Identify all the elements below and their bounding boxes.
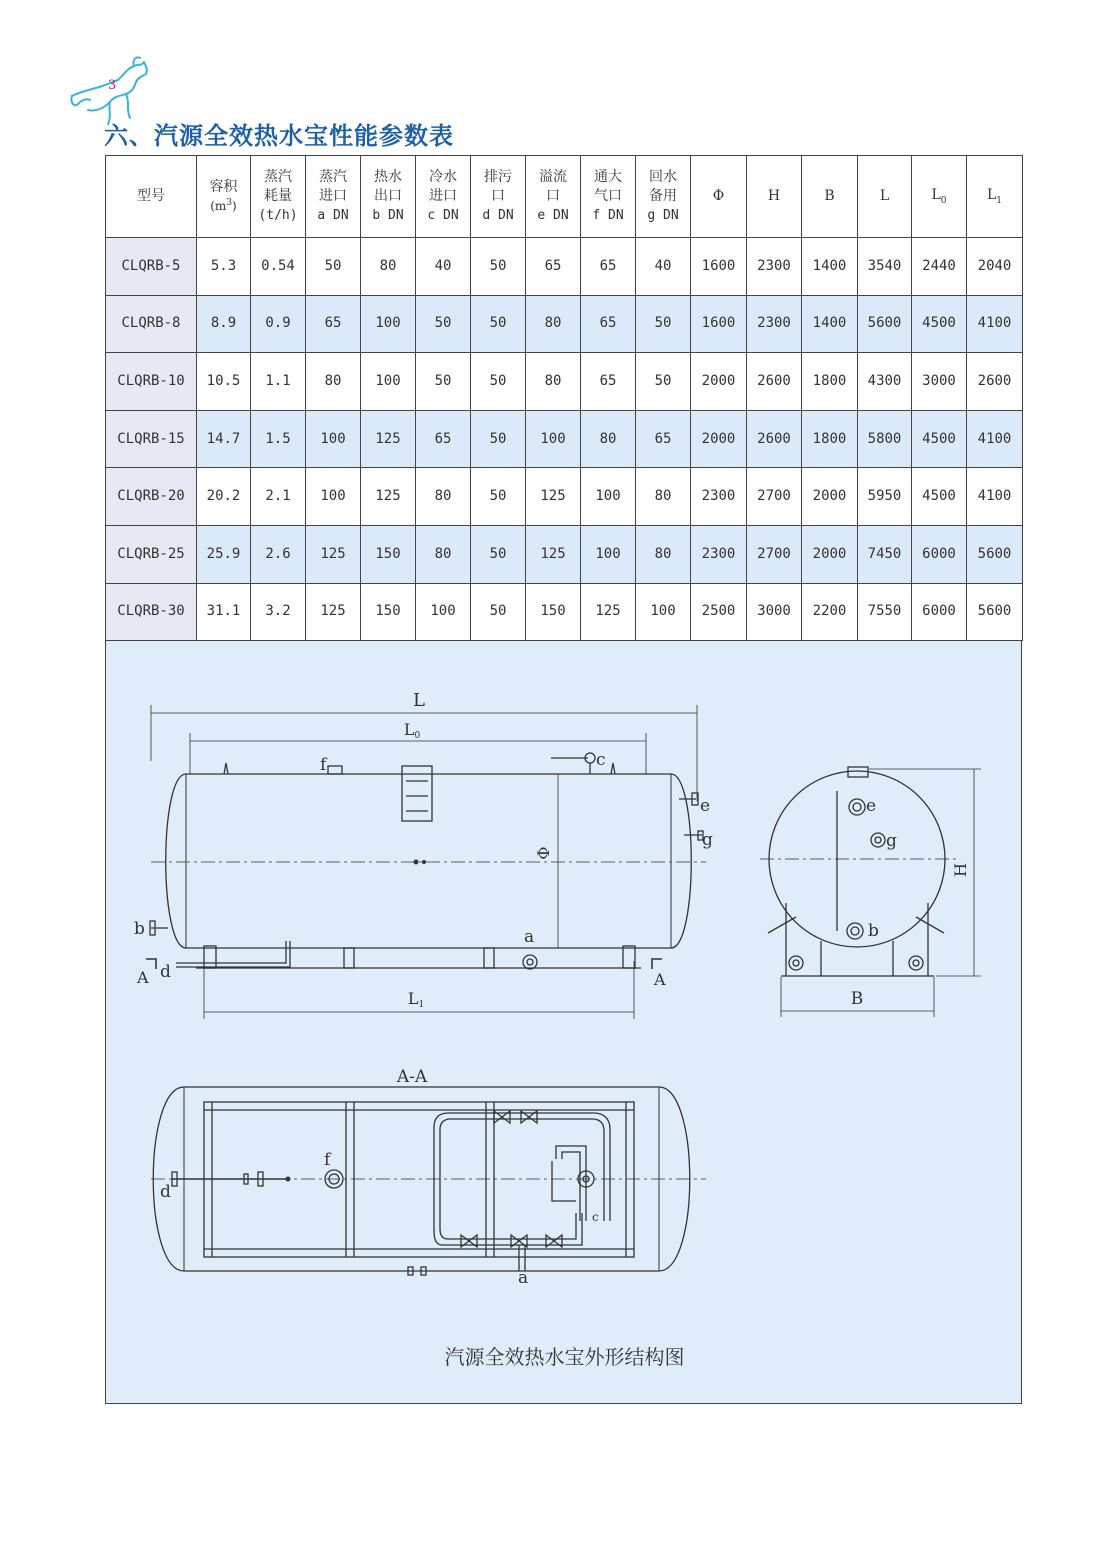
table-cell: 80 xyxy=(361,238,416,296)
drawing-caption: 汽源全效热水宝外形结构图 xyxy=(444,1345,685,1369)
table-cell: 125 xyxy=(361,410,416,468)
table-cell: 3.2 xyxy=(251,583,306,641)
dim-label-l0: L0 xyxy=(403,720,421,741)
table-cell: 2040 xyxy=(967,238,1023,296)
table-cell: 50 xyxy=(471,238,526,296)
table-cell: 100 xyxy=(361,295,416,353)
header-overflow: 溢流 口 e DN xyxy=(526,156,581,238)
table-cell: 2500 xyxy=(691,583,747,641)
table-cell: 65 xyxy=(636,410,691,468)
nozzle-label-c: c xyxy=(596,750,606,770)
header-volume: 容积 $(m^3)$ xyxy=(197,156,251,238)
table-cell-model: CLQRB-5 xyxy=(106,238,197,296)
table-cell: 5.3 xyxy=(197,238,251,296)
table-cell: 6000 xyxy=(912,583,967,641)
table-cell: 20.2 xyxy=(197,468,251,526)
dim-label-phi: Φ xyxy=(534,846,553,860)
table-cell: 50 xyxy=(471,353,526,411)
table-cell: 40 xyxy=(636,238,691,296)
table-cell: 0.9 xyxy=(251,295,306,353)
table-cell: 125 xyxy=(361,468,416,526)
table-cell: 8.9 xyxy=(197,295,251,353)
section-label-f: f xyxy=(324,1150,331,1170)
structure-drawing-panel xyxy=(105,641,1022,1404)
table-cell: 3540 xyxy=(858,238,912,296)
end-label-e: e xyxy=(866,796,877,816)
section-label-d: d xyxy=(160,1182,171,1202)
tank-side-body xyxy=(166,774,692,948)
table-cell: 80 xyxy=(306,353,361,411)
table-cell: 1600 xyxy=(691,295,747,353)
table-cell: 65 xyxy=(416,410,471,468)
table-cell: 125 xyxy=(581,583,636,641)
table-cell-model: CLQRB-15 xyxy=(106,410,197,468)
table-cell: 50 xyxy=(306,238,361,296)
table-cell: 65 xyxy=(581,238,636,296)
table-cell: 4500 xyxy=(912,295,967,353)
table-cell: 50 xyxy=(416,353,471,411)
table-cell: 4300 xyxy=(858,353,912,411)
section-label-c: c xyxy=(592,1210,599,1224)
header-l1: $L_1$ xyxy=(967,156,1023,238)
table-cell: 80 xyxy=(526,353,581,411)
table-cell: 2600 xyxy=(967,353,1023,411)
nozzle-label-d: d xyxy=(160,962,171,982)
table-cell: 100 xyxy=(526,410,581,468)
table-cell: 2000 xyxy=(691,353,747,411)
table-cell: 80 xyxy=(526,295,581,353)
section-arrow-a-right: A xyxy=(654,970,666,989)
dim-label-l: L xyxy=(413,690,425,711)
table-cell: 1800 xyxy=(802,410,858,468)
page-title: 六、汽源全效热水宝性能参数表 xyxy=(104,122,454,150)
table-cell: 40 xyxy=(416,238,471,296)
table-cell: 4100 xyxy=(967,295,1023,353)
table-row xyxy=(106,410,1023,468)
table-cell: 125 xyxy=(306,525,361,583)
nozzle-label-a: a xyxy=(524,927,535,947)
table-cell: 150 xyxy=(526,583,581,641)
dim-label-h: H xyxy=(951,863,970,877)
header-steam-consumption: 蒸汽 耗量 (t/h) xyxy=(251,156,306,238)
table-cell: 80 xyxy=(636,468,691,526)
table-cell: 50 xyxy=(636,353,691,411)
table-cell: 100 xyxy=(581,525,636,583)
header-steam-inlet: 蒸汽 进口 a DN xyxy=(306,156,361,238)
table-cell: 80 xyxy=(581,410,636,468)
nozzle-label-f: f xyxy=(320,755,327,775)
table-cell: 50 xyxy=(471,583,526,641)
header-phi: Φ xyxy=(691,156,747,238)
table-cell: 100 xyxy=(306,410,361,468)
table-cell: 125 xyxy=(526,468,581,526)
table-cell: 10.5 xyxy=(197,353,251,411)
table-cell-model: CLQRB-30 xyxy=(106,583,197,641)
table-cell: 2600 xyxy=(747,410,802,468)
header-cold-water-inlet: 冷水 进口 c DN xyxy=(416,156,471,238)
table-row xyxy=(106,525,1023,583)
table-cell: 2.1 xyxy=(251,468,306,526)
table-cell: 150 xyxy=(361,525,416,583)
table-cell: 2440 xyxy=(912,238,967,296)
table-cell-model: CLQRB-10 xyxy=(106,353,197,411)
table-cell: 4100 xyxy=(967,410,1023,468)
dim-label-b: B xyxy=(850,989,864,1009)
section-label: A-A xyxy=(396,1067,428,1087)
table-row xyxy=(106,583,1023,641)
table-cell: 2700 xyxy=(747,525,802,583)
table-cell: 65 xyxy=(581,353,636,411)
table-cell: 5600 xyxy=(967,583,1023,641)
table-cell: 7450 xyxy=(858,525,912,583)
table-cell: 125 xyxy=(526,525,581,583)
section-label-a: a xyxy=(518,1268,529,1288)
table-cell-model: CLQRB-8 xyxy=(106,295,197,353)
table-cell: 100 xyxy=(416,583,471,641)
table-header-row xyxy=(106,156,1023,238)
table-cell: 2300 xyxy=(747,238,802,296)
table-cell: 65 xyxy=(581,295,636,353)
table-cell: 2600 xyxy=(747,353,802,411)
dim-label-l1: L1 xyxy=(407,989,425,1010)
table-cell: 1.1 xyxy=(251,353,306,411)
table-cell: 65 xyxy=(526,238,581,296)
table-cell: 5800 xyxy=(858,410,912,468)
table-cell: 5950 xyxy=(858,468,912,526)
table-cell: 65 xyxy=(306,295,361,353)
table-cell: 100 xyxy=(361,353,416,411)
table-cell: 7550 xyxy=(858,583,912,641)
header-vent: 通大 气口 f DN xyxy=(581,156,636,238)
table-cell: 2300 xyxy=(747,295,802,353)
header-model: 型号 xyxy=(106,156,197,238)
table-cell: 50 xyxy=(636,295,691,353)
nozzle-label-b: b xyxy=(134,919,145,939)
section-arrow-a-left: A xyxy=(137,968,149,987)
structure-drawing xyxy=(106,641,1023,1404)
table-cell: 2000 xyxy=(691,410,747,468)
table-cell: 4500 xyxy=(912,410,967,468)
table-cell: 0.54 xyxy=(251,238,306,296)
page-number: 3 xyxy=(108,78,117,93)
table-cell: 50 xyxy=(471,295,526,353)
table-cell: 1800 xyxy=(802,353,858,411)
header-drain: 排污 口 d DN xyxy=(471,156,526,238)
table-cell: 1.5 xyxy=(251,410,306,468)
end-label-g: g xyxy=(886,831,897,851)
table-cell: 3000 xyxy=(912,353,967,411)
table-cell: 80 xyxy=(416,525,471,583)
table-cell: 50 xyxy=(471,525,526,583)
table-cell: 4100 xyxy=(967,468,1023,526)
table-cell: 100 xyxy=(306,468,361,526)
table-cell: 80 xyxy=(636,525,691,583)
table-cell: 125 xyxy=(306,583,361,641)
table-cell: 5600 xyxy=(858,295,912,353)
table-cell: 100 xyxy=(581,468,636,526)
header-l: L xyxy=(858,156,912,238)
table-cell: 1600 xyxy=(691,238,747,296)
header-return-water: 回水 备用 g DN xyxy=(636,156,691,238)
table-cell: 2700 xyxy=(747,468,802,526)
end-label-b: b xyxy=(868,921,879,941)
table-cell: 2300 xyxy=(691,525,747,583)
table-row xyxy=(106,295,1023,353)
table-cell: 2000 xyxy=(802,468,858,526)
table-cell: 100 xyxy=(636,583,691,641)
table-cell-model: CLQRB-25 xyxy=(106,525,197,583)
table-cell: 2.6 xyxy=(251,525,306,583)
nozzle-label-g: g xyxy=(702,830,713,850)
table-cell-model: CLQRB-20 xyxy=(106,468,197,526)
table-cell: 14.7 xyxy=(197,410,251,468)
table-cell: 3000 xyxy=(747,583,802,641)
table-cell: 50 xyxy=(471,468,526,526)
table-row xyxy=(106,238,1023,296)
table-cell: 6000 xyxy=(912,525,967,583)
table-cell: 31.1 xyxy=(197,583,251,641)
header-b: B xyxy=(802,156,858,238)
table-cell: 5600 xyxy=(967,525,1023,583)
performance-parameter-table xyxy=(105,155,1023,641)
header-l0: $L_0$ xyxy=(912,156,967,238)
table-cell: 50 xyxy=(471,410,526,468)
table-cell: 150 xyxy=(361,583,416,641)
table-cell: 2300 xyxy=(691,468,747,526)
table-cell: 50 xyxy=(416,295,471,353)
table-cell: 25.9 xyxy=(197,525,251,583)
table-cell: 4500 xyxy=(912,468,967,526)
table-cell: 1400 xyxy=(802,238,858,296)
table-cell: 80 xyxy=(416,468,471,526)
table-row xyxy=(106,353,1023,411)
table-cell: 2200 xyxy=(802,583,858,641)
table-cell: 2000 xyxy=(802,525,858,583)
table-cell: 1400 xyxy=(802,295,858,353)
header-hot-water-outlet: 热水 出口 b DN xyxy=(361,156,416,238)
header-h: H xyxy=(747,156,802,238)
center-dot-icon xyxy=(414,860,419,865)
nozzle-label-e: e xyxy=(700,796,711,816)
table-row xyxy=(106,468,1023,526)
